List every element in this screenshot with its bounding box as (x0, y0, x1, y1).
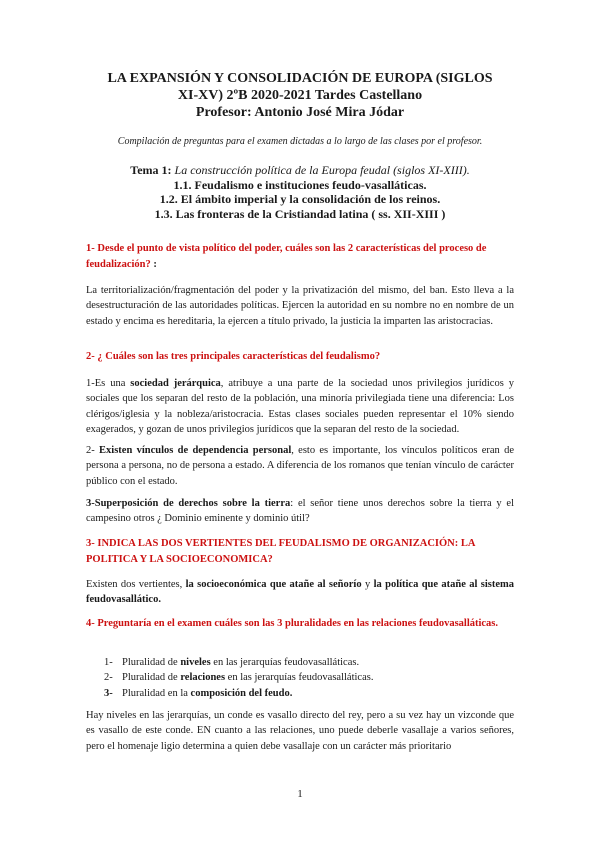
answer-3-pre: Existen dos vertientes, (86, 579, 186, 590)
title-line-2: XI-XV) 2ºB 2020-2021 Tardes Castellano (177, 88, 423, 103)
answer-2-point-3-post: : el señor tiene unos derechos sobre la tierra y el campesino otros ¿ Dominio eminente y dominio útil? (86, 498, 515, 525)
list-item-number: 2- (104, 672, 113, 684)
list-item-pre: Pluralidad de (122, 657, 181, 668)
question-1-colon: : (150, 258, 157, 270)
topic-item-1: 1.1. Feudalismo e instituciones feudo-vasalláticas. (173, 177, 427, 192)
list-item (104, 686, 504, 701)
page-number: 1 (297, 788, 303, 800)
answer-2-point-2-pre: 2- (86, 445, 100, 456)
answer-2-point-1-bold: sociedad jerárquica (130, 378, 221, 389)
list-item-pre: Pluralidad en la (122, 687, 191, 699)
document-title (60, 70, 540, 121)
answer-2-point-3-bold: 3-Superposición de derechos sobre la tierra (86, 498, 291, 509)
document-subtitle: Compilación de preguntas para el examen dictadas a lo largo de las clases por el profesor. (117, 136, 483, 147)
question-3: 3- INDICA LAS DOS VERTIENTES DEL FEUDALISMO DE ORGANIZACIÓN: LA POLITICA Y LA SOCIOECONOMICA? (86, 538, 475, 565)
answer-4-closing: Hay niveles en las jerarquías, un conde es vasallo directo del rey, pero a su vez hay un vizconde que es vasallo de este conde. EN cuanto a las relaciones, uno puede deberle vasallaje a varios señores, pero el homenaje ligio determina a quien debe vasallaje con un carácter más prioritario (86, 710, 514, 752)
answer-3 (86, 577, 514, 608)
list-item-number: 1- (104, 657, 113, 668)
theme-label: Tema 1: (130, 163, 175, 177)
list-item-post: en las jerarquías feudovasalláticas. (210, 657, 360, 668)
question-1 (86, 241, 514, 272)
answer-2-point-3 (86, 496, 514, 527)
answer-2-point-1 (86, 376, 514, 437)
question-1-text: 1- Desde el punto de vista político del poder, cuáles son las 2 características del proceso de feudalización? (86, 243, 487, 270)
list-item-post: en las jerarquías feudovasalláticas. (225, 672, 374, 684)
professor-line: Profesor: Antonio José Mira Jódar (195, 105, 405, 120)
list-item-bold: composición del feudo. (190, 687, 293, 699)
answer-2-point-2-post: , esto es importante, los vínculos políticos eran de persona a persona, no de persona a estado. A diferencia de los romanos que tenían vínculo de carácter público con el estado. (86, 445, 515, 487)
question-2: 2- ¿ Cuáles son las tres principales características del feudalismo? (86, 351, 381, 362)
theme-title: La construcción política de la Europa feudal (siglos XI-XIII). (174, 163, 470, 177)
topic-item-2: 1.2. El ámbito imperial y la consolidación de los reinos. (159, 192, 441, 206)
list-item (104, 670, 504, 685)
answer-1: La territorialización/fragmentación del poder y la privatización del mismo, del ban. Esto lleva a la desestructuración de las autoridades políticas. Ejercen la autoridad en su nombre no en nombre de un estado y encima es hereditaria, la ejercen a título privado, la justicia la imparten las aristocracias. (86, 285, 514, 327)
answer-3-bold-1: la socioeconómica que atañe al señorío (185, 579, 362, 590)
pluralities-list (104, 655, 504, 701)
list-item-bold: niveles (180, 657, 211, 668)
topic-item-3: 1.3. Las fronteras de la Cristiandad latina ( ss. XII-XIII ) (154, 206, 446, 221)
list-item-number: 3- (104, 687, 113, 699)
answer-3-mid: y (361, 579, 374, 590)
answer-3-bold-2: la política que atañe al sistema feudovasallático. (86, 579, 515, 606)
title-line-1: LA EXPANSIÓN Y CONSOLIDACIÓN DE EUROPA (SIGLOS (107, 71, 493, 86)
answer-2-point-1-post: , atribuye a una parte de la sociedad unos privilegios jurídicos y sociales que los separan del resto de la población, una minoría privilegiada tiene una diferencia: Los clérigos/iglesia y la nobleza/aristocracia. Estas clases sociales pueden representar el 10% siendo exagerados, y gozan de unos privilegios jurídicos que la separan del resto de la sociedad. (86, 378, 514, 435)
question-4: 4- Preguntaría en el examen cuáles son las 3 pluralidades en las relaciones feudovasalláticas. (86, 618, 499, 629)
answer-2-point-2 (86, 443, 514, 489)
list-item-pre: Pluralidad de (122, 672, 181, 684)
answer-2-point-1-pre: 1-Es una (86, 378, 131, 389)
answer-2-point-2-bold: Existen vínculos de dependencia personal (99, 445, 292, 456)
list-item (104, 655, 504, 670)
topics-block (70, 163, 530, 221)
list-item-bold: relaciones (180, 672, 226, 684)
